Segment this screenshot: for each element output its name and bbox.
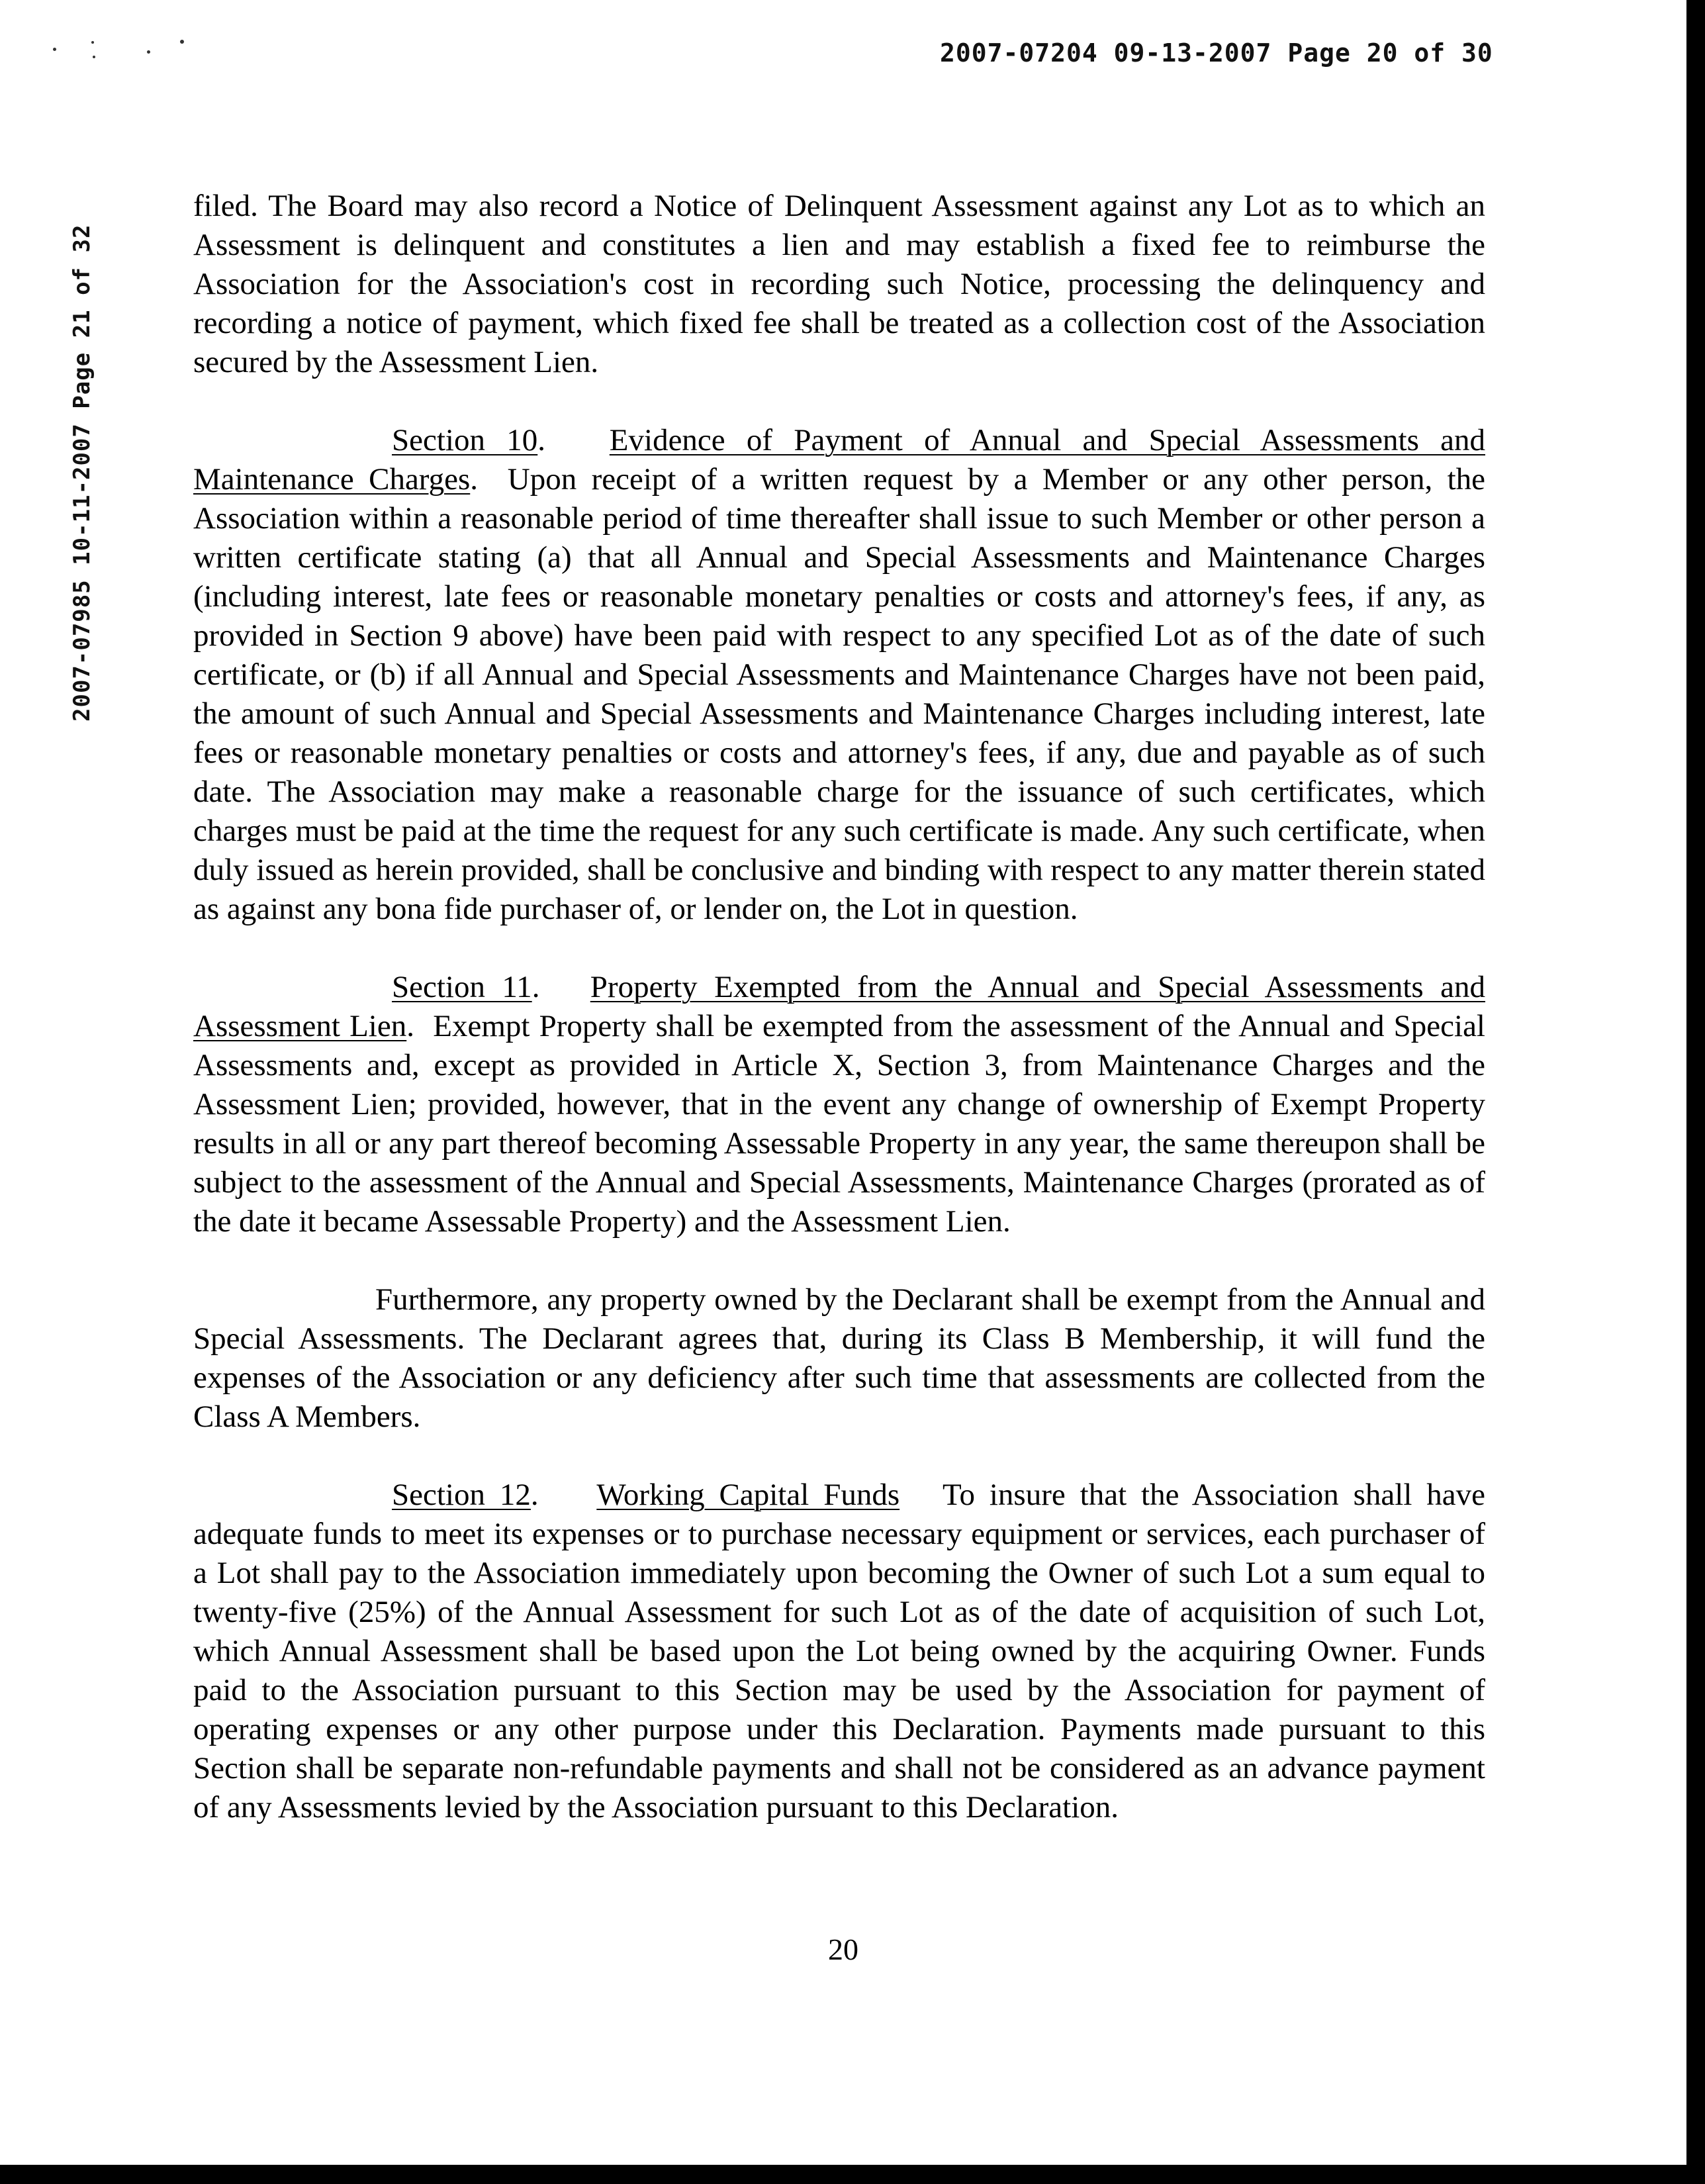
section-11-text: Exempt Property shall be exempted from the assessment of the Annual and Special Assessments and, except as provided in Article X, Section 3, from Maintenance Charges and the Assessment Lien; provided, however, that in the event any change of ownership of Exempt Property results in all or any part thereof becoming Assessable Property in any year, the same thereupon shall be subject to the assessment of the Annual and Special Assessments, Maintenance Charges (prorated as of the date it became Assessable Property) and the Assessment Lien. bbox=[193, 1009, 1485, 1239]
section-11-paragraph: Section 11. Property Exempted from the Annual and Special Assessments and Assessment Lien. Exempt Property shall be exempted from the assessment of the Annual and Special Assessments and, except as provided in Article X, Section 3, from Maintenance Charges and the Assessment Lien; provided, however, that in the event any change of ownership of Exempt Property results in all or any part thereof becoming Assessable Property in any year, the same thereupon shall be subject to the assessment of the Annual and Special Assessments, Maintenance Charges (prorated as of the date it became Assessable Property) and the Assessment Lien. bbox=[193, 970, 1486, 1239]
scan-border-bottom bbox=[0, 2165, 1705, 2184]
section-10-paragraph: Section 10. Evidence of Payment of Annual and Special Assessments and Maintenance Charges. Upon receipt of a written request by a Member or any other person, the Association within a reasonable period of time thereafter shall issue to such Member or other person a written certificate stating (a) that all Annual and Special Assessments and Maintenance Charges (including interest, late fees or reasonable monetary penalties or costs and attorney's fees, if any, as provided in Section 9 above) have been paid with respect to any specified Lot as of the date of such certificate, or (b) if all Annual and Special Assessments and Maintenance Charges have not been paid, the amount of such Annual and Special Assessments and Maintenance Charges including interest, late fees or reasonable monetary penalties or costs and attorney's fees, if any, due and payable as of such date. The Association may make a reasonable charge for the issuance of such certificates, which charges must be paid at the time the request for any such certificate is made. Any such certificate, when duly issued as herein provided, shall be conclusive and binding with respect to any matter therein stated as against any bona fide purchaser of, or lender on, the Lot in question. bbox=[193, 423, 1486, 926]
scan-speck bbox=[93, 56, 95, 58]
scan-speck bbox=[53, 48, 56, 51]
section-12-text: To insure that the Association shall have adequate funds to meet its expenses or to purchase necessary equipment or services, each purchaser of a Lot shall pay to the Association immediately upon becoming the Owner of such Lot a sum equal to twenty-five (25%) of the Annual Assessment for such Lot as of the date of acquisition of such Lot, which Annual Assessment shall be based upon the Lot being owned by the acquiring Owner. Funds paid to the Association pursuant to this Section may be used by the Association for payment of operating expenses or any other purpose under this Declaration. Payments made pursuant to this Section shall be separate non-refundable payments and shall not be considered as an advance payment of any Assessments levied by the Association pursuant to this Declaration. bbox=[193, 1478, 1486, 1825]
section-12-paragraph: Section 12. Working Capital Funds To insure that the Association shall have adequate funds to meet its expenses or to purchase necessary equipment or services, each purchaser of a Lot shall pay to the Association immediately upon becoming the Owner of such Lot a sum equal to twenty-five (25%) of the Annual Assessment for such Lot as of the date of acquisition of such Lot, which Annual Assessment shall be based upon the Lot being owned by the acquiring Owner. Funds paid to the Association pursuant to this Section may be used by the Association for payment of operating expenses or any other purpose under this Declaration. Payments made pursuant to this Section shall be separate non-refundable payments and shall not be considered as an advance payment of any Assessments levied by the Association pursuant to this Declaration. bbox=[193, 1478, 1486, 1825]
section-12-title: Working Capital Funds bbox=[596, 1478, 900, 1512]
page-number: 20 bbox=[828, 1932, 858, 1966]
document-body bbox=[193, 187, 1485, 1827]
section-10-number: Section 10 bbox=[392, 423, 538, 457]
section-11-title: Property Exempted from the Annual and Special Assessments and Assessment Lien bbox=[193, 970, 1486, 1043]
furthermore-paragraph: Furthermore, any property owned by the Declarant shall be exempt from the Annual and Special Assessments. The Declarant agrees that, during its Class B Membership, it will fund the expenses of the Association or any deficiency after such time that assessments are collected from the Class A Members. bbox=[193, 1282, 1485, 1434]
scan-border-right bbox=[1686, 0, 1705, 2184]
paragraph-continuation: filed. The Board may also record a Notice of Delinquent Assessment against any Lot as to which an Assessment is delinquent and constitutes a lien and may establish a fixed fee to reimburse the Association for the Association's cost in recording such Notice, processing the delinquency and recording a notice of payment, which fixed fee shall be treated as a collection cost of the Association secured by the Assessment Lien. bbox=[193, 189, 1485, 379]
section-10-text: Upon receipt of a written request by a Member or any other person, the Association within a reasonable period of time thereafter shall issue to such Member or other person a written certificate stating (a) that all Annual and Special Assessments and Maintenance Charges (including interest, late fees or reasonable monetary penalties or costs and attorney's fees, if any, as provided in Section 9 above) have been paid with respect to any specified Lot as of the date of such certificate, or (b) if all Annual and Special Assessments and Maintenance Charges have not been paid, the amount of such Annual and Special Assessments and Maintenance Charges including interest, late fees or reasonable monetary penalties or costs and attorney's fees, if any, due and payable as of such date. The Association may make a reasonable charge for the issuance of such certificates, which charges must be paid at the time the request for any such certificate is made. Any such certificate, when duly issued as herein provided, shall be conclusive and binding with respect to any matter therein stated as against any bona fide purchaser of, or lender on, the Lot in question. bbox=[193, 462, 1486, 926]
scan-speck bbox=[180, 40, 184, 44]
section-11-number: Section 11 bbox=[392, 970, 532, 1004]
section-12-number: Section 12 bbox=[392, 1478, 531, 1512]
fax-header-stamp: 2007-07204 09-13-2007 Page 20 of 30 bbox=[940, 38, 1493, 68]
section-10-title: Evidence of Payment of Annual and Special Assessments and Maintenance Charges bbox=[193, 423, 1485, 497]
scan-speck bbox=[147, 50, 150, 54]
recording-side-stamp: 2007-07985 10-11-2007 Page 21 of 32 bbox=[69, 224, 95, 722]
scan-speck bbox=[91, 41, 94, 44]
